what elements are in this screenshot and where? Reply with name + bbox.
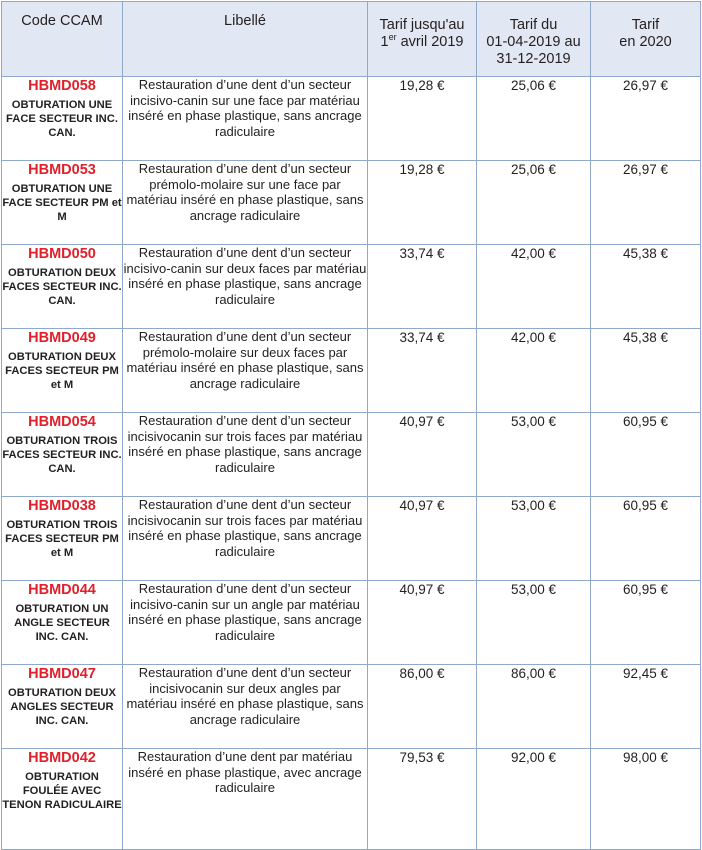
ccam-code: HBMD038 [28, 498, 96, 514]
table-row [2, 77, 701, 161]
act-label: Restauration d’une dent d’un secteur incisivo-canin sur un angle par matériau inséré en phase plastique, sans ancrage radiculaire [123, 581, 368, 665]
act-name: OBTURATION UN ANGLE SECTEUR INC. CAN. [14, 603, 110, 643]
code-cell [2, 581, 123, 665]
act-name: OBTURATION UNE FACE SECTEUR PM et M [2, 183, 122, 223]
tarif-2020: 92,45 € [591, 665, 701, 749]
act-name: OBTURATION UNE FACE SECTEUR INC. CAN. [6, 99, 118, 139]
code-cell [2, 77, 123, 161]
tarif-2019: 92,00 € [477, 749, 591, 850]
table-row [2, 581, 701, 665]
header-tarif1-line1: Tarif jusqu'au [379, 17, 465, 33]
tarif-before-april-2019: 33,74 € [368, 329, 477, 413]
header-tarif3-line1: Tarif [631, 17, 660, 33]
table-row [2, 329, 701, 413]
act-label: Restauration d’une dent d’un secteur incisivocanin sur trois faces par matériau inséré en phase plastique, sans ancrage radiculaire [123, 497, 368, 581]
tarif-2020: 45,38 € [591, 329, 701, 413]
header-tarif-before-april-2019 [368, 2, 477, 77]
header-tarif-2020 [591, 2, 701, 77]
header-tarif2-line2: 01-04-2019 au [486, 34, 581, 50]
header-tarif1-day: 1 [380, 34, 389, 50]
ccam-code: HBMD050 [28, 246, 96, 262]
tarif-2019: 25,06 € [477, 161, 591, 245]
table-row [2, 749, 701, 850]
ccam-code: HBMD054 [28, 414, 96, 430]
tarif-before-april-2019: 33,74 € [368, 245, 477, 329]
code-cell [2, 245, 123, 329]
table-row [2, 161, 701, 245]
tarif-2019: 53,00 € [477, 413, 591, 497]
tarif-2020: 26,97 € [591, 161, 701, 245]
act-name: OBTURATION FOULÉE AVEC TENON RADICULAIRE [2, 771, 122, 811]
table-row [2, 497, 701, 581]
header-label: Libellé [123, 2, 368, 77]
tarif-2019: 42,00 € [477, 329, 591, 413]
table-header-row [2, 2, 701, 77]
table-row [2, 413, 701, 497]
ccam-code: HBMD047 [28, 666, 96, 682]
header-code: Code CCAM [2, 2, 123, 77]
header-tarif2-line1: Tarif du [509, 17, 558, 33]
act-label: Restauration d’une dent d’un secteur incisivocanin sur deux angles par matériau inséré en phase plastique, sans ancrage radiculaire [123, 665, 368, 749]
code-cell [2, 497, 123, 581]
tarif-before-april-2019: 86,00 € [368, 665, 477, 749]
act-name: OBTURATION TROIS FACES SECTEUR INC. CAN. [2, 435, 122, 475]
tarif-2020: 45,38 € [591, 245, 701, 329]
tarif-table [1, 1, 701, 850]
tarif-before-april-2019: 19,28 € [368, 161, 477, 245]
tarif-before-april-2019: 40,97 € [368, 497, 477, 581]
act-name: OBTURATION DEUX FACES SECTEUR INC. CAN. [2, 267, 122, 307]
code-cell [2, 329, 123, 413]
tarif-before-april-2019: 40,97 € [368, 581, 477, 665]
act-name: OBTURATION TROIS FACES SECTEUR PM et M [5, 519, 119, 559]
ccam-code: HBMD044 [28, 582, 96, 598]
act-name: OBTURATION DEUX FACES SECTEUR PM et M [5, 351, 119, 391]
act-label: Restauration d’une dent d’un secteur prémolo-molaire sur deux faces par matériau inséré en phase plastique, sans ancrage radiculaire [123, 329, 368, 413]
tarif-before-april-2019: 79,53 € [368, 749, 477, 850]
act-label: Restauration d’une dent d’un secteur incisivocanin sur trois faces par matériau inséré en phase plastique, sans ancrage radiculaire [123, 413, 368, 497]
act-label: Restauration d’une dent d’un secteur prémolo-molaire sur une face par matériau inséré en phase plastique, sans ancrage radiculaire [123, 161, 368, 245]
table-row [2, 245, 701, 329]
ccam-code: HBMD053 [28, 162, 96, 178]
header-tarif1-ordinal: er [388, 32, 397, 42]
header-tarif3-line2: en 2020 [619, 34, 672, 50]
tarif-2019: 42,00 € [477, 245, 591, 329]
code-cell [2, 413, 123, 497]
tarif-before-april-2019: 40,97 € [368, 413, 477, 497]
act-label: Restauration d’une dent d’un secteur incisivo-canin sur deux faces par matériau inséré en phase plastique, sans ancrage radiculaire [123, 245, 368, 329]
tarif-before-april-2019: 19,28 € [368, 77, 477, 161]
tarif-2020: 60,95 € [591, 497, 701, 581]
tarif-2019: 86,00 € [477, 665, 591, 749]
act-label: Restauration d’une dent par matériau inséré en phase plastique, avec ancrage radiculaire [123, 749, 368, 850]
tarif-2020: 60,95 € [591, 581, 701, 665]
ccam-code: HBMD058 [28, 78, 96, 94]
ccam-code: HBMD049 [28, 330, 96, 346]
header-tarif1-rest: avril 2019 [396, 34, 464, 50]
tarif-2020: 98,00 € [591, 749, 701, 850]
act-label: Restauration d’une dent d’un secteur incisivo-canin sur une face par matériau inséré en phase plastique, sans ancrage radiculaire [123, 77, 368, 161]
header-tarif-2019 [477, 2, 591, 77]
tarif-2019: 53,00 € [477, 497, 591, 581]
code-cell [2, 665, 123, 749]
tarif-2019: 53,00 € [477, 581, 591, 665]
code-cell [2, 749, 123, 850]
table-row [2, 665, 701, 749]
header-tarif2-line3: 31-12-2019 [496, 51, 571, 67]
tarif-2020: 26,97 € [591, 77, 701, 161]
ccam-code: HBMD042 [28, 750, 96, 766]
act-name: OBTURATION DEUX ANGLES SECTEUR INC. CAN. [8, 687, 116, 727]
tarif-2020: 60,95 € [591, 413, 701, 497]
code-cell [2, 161, 123, 245]
tarif-2019: 25,06 € [477, 77, 591, 161]
